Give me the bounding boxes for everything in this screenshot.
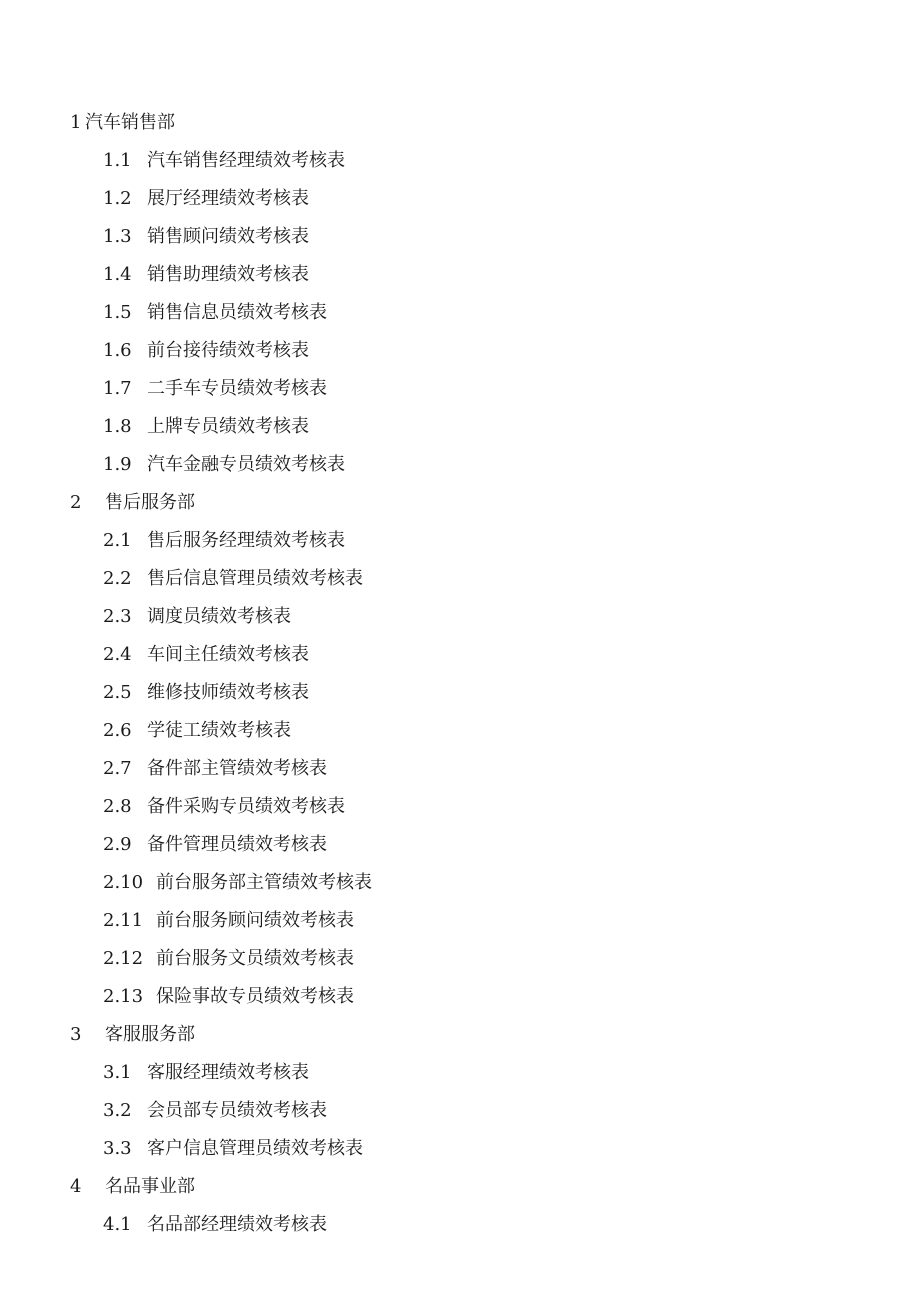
entry-number: 1.3 bbox=[103, 226, 132, 247]
section-heading bbox=[0, 104, 920, 142]
section-number: 4 bbox=[70, 1176, 82, 1197]
entry-title: 维修技师绩效考核表 bbox=[147, 682, 309, 703]
table-of-contents bbox=[0, 104, 920, 1244]
entry-title: 学徒工绩效考核表 bbox=[147, 720, 291, 741]
entry-title: 保险事故专员绩效考核表 bbox=[156, 986, 354, 1007]
entry-title: 销售助理绩效考核表 bbox=[147, 264, 309, 285]
entry-number: 2.3 bbox=[103, 606, 132, 627]
entry-title: 前台服务部主管绩效考核表 bbox=[156, 872, 372, 893]
entry-title: 汽车金融专员绩效考核表 bbox=[147, 454, 345, 475]
entry-number: 1.2 bbox=[103, 188, 132, 209]
toc-entry bbox=[0, 1206, 920, 1244]
toc-entry bbox=[0, 218, 920, 256]
entry-title: 上牌专员绩效考核表 bbox=[147, 416, 309, 437]
entry-number: 2.4 bbox=[103, 644, 132, 665]
toc-entry bbox=[0, 446, 920, 484]
entry-title: 调度员绩效考核表 bbox=[147, 606, 291, 627]
entry-title: 前台接待绩效考核表 bbox=[147, 340, 309, 361]
entry-number: 3.3 bbox=[103, 1138, 132, 1159]
entry-number: 2.1 bbox=[103, 530, 132, 551]
entry-number: 2.6 bbox=[103, 720, 132, 741]
section-heading bbox=[0, 484, 920, 522]
entry-number: 1.8 bbox=[103, 416, 132, 437]
entry-number: 2.11 bbox=[103, 910, 144, 931]
toc-entry bbox=[0, 750, 920, 788]
section-number: 1 bbox=[70, 112, 82, 133]
entry-number: 2.12 bbox=[103, 948, 144, 969]
entry-number: 2.7 bbox=[103, 758, 132, 779]
entry-number: 2.2 bbox=[103, 568, 132, 589]
section-title: 汽车销售部 bbox=[85, 112, 175, 133]
entry-number: 1.5 bbox=[103, 302, 132, 323]
entry-number: 3.2 bbox=[103, 1100, 132, 1121]
toc-entry bbox=[0, 332, 920, 370]
entry-number: 4.1 bbox=[103, 1214, 132, 1235]
toc-entry bbox=[0, 1092, 920, 1130]
section-title: 名品事业部 bbox=[105, 1176, 195, 1197]
section-number: 3 bbox=[70, 1024, 82, 1045]
entry-number: 2.10 bbox=[103, 872, 144, 893]
entry-title: 车间主任绩效考核表 bbox=[147, 644, 309, 665]
entry-number: 1.6 bbox=[103, 340, 132, 361]
section-heading bbox=[0, 1016, 920, 1054]
entry-title: 售后服务经理绩效考核表 bbox=[147, 530, 345, 551]
toc-entry bbox=[0, 180, 920, 218]
toc-entry bbox=[0, 864, 920, 902]
section-title: 客服服务部 bbox=[105, 1024, 195, 1045]
toc-entry bbox=[0, 256, 920, 294]
entry-title: 售后信息管理员绩效考核表 bbox=[147, 568, 363, 589]
entry-title: 前台服务顾问绩效考核表 bbox=[156, 910, 354, 931]
entry-title: 展厅经理绩效考核表 bbox=[147, 188, 309, 209]
toc-entry bbox=[0, 1130, 920, 1168]
entry-title: 会员部专员绩效考核表 bbox=[147, 1100, 327, 1121]
toc-entry bbox=[0, 788, 920, 826]
entry-number: 2.8 bbox=[103, 796, 132, 817]
entry-title: 前台服务文员绩效考核表 bbox=[156, 948, 354, 969]
section-number: 2 bbox=[70, 492, 82, 513]
toc-entry bbox=[0, 940, 920, 978]
entry-title: 备件管理员绩效考核表 bbox=[147, 834, 327, 855]
entry-number: 1.1 bbox=[103, 150, 132, 171]
entry-number: 2.13 bbox=[103, 986, 144, 1007]
toc-entry bbox=[0, 826, 920, 864]
entry-title: 备件部主管绩效考核表 bbox=[147, 758, 327, 779]
entry-number: 1.7 bbox=[103, 378, 132, 399]
entry-title: 销售信息员绩效考核表 bbox=[147, 302, 327, 323]
toc-entry bbox=[0, 370, 920, 408]
entry-number: 1.4 bbox=[103, 264, 132, 285]
toc-entry bbox=[0, 636, 920, 674]
entry-title: 客户信息管理员绩效考核表 bbox=[147, 1138, 363, 1159]
section-heading bbox=[0, 1168, 920, 1206]
toc-entry bbox=[0, 978, 920, 1016]
entry-number: 1.9 bbox=[103, 454, 132, 475]
entry-title: 二手车专员绩效考核表 bbox=[147, 378, 327, 399]
toc-entry bbox=[0, 712, 920, 750]
toc-entry bbox=[0, 142, 920, 180]
entry-title: 销售顾问绩效考核表 bbox=[147, 226, 309, 247]
toc-entry bbox=[0, 674, 920, 712]
toc-entry bbox=[0, 1054, 920, 1092]
toc-entry bbox=[0, 408, 920, 446]
toc-entry bbox=[0, 294, 920, 332]
toc-entry bbox=[0, 560, 920, 598]
entry-number: 2.5 bbox=[103, 682, 132, 703]
entry-number: 3.1 bbox=[103, 1062, 132, 1083]
section-title: 售后服务部 bbox=[105, 492, 195, 513]
entry-number: 2.9 bbox=[103, 834, 132, 855]
entry-title: 名品部经理绩效考核表 bbox=[147, 1214, 327, 1235]
entry-title: 备件采购专员绩效考核表 bbox=[147, 796, 345, 817]
toc-entry bbox=[0, 522, 920, 560]
toc-entry bbox=[0, 902, 920, 940]
entry-title: 汽车销售经理绩效考核表 bbox=[147, 150, 345, 171]
toc-entry bbox=[0, 598, 920, 636]
entry-title: 客服经理绩效考核表 bbox=[147, 1062, 309, 1083]
